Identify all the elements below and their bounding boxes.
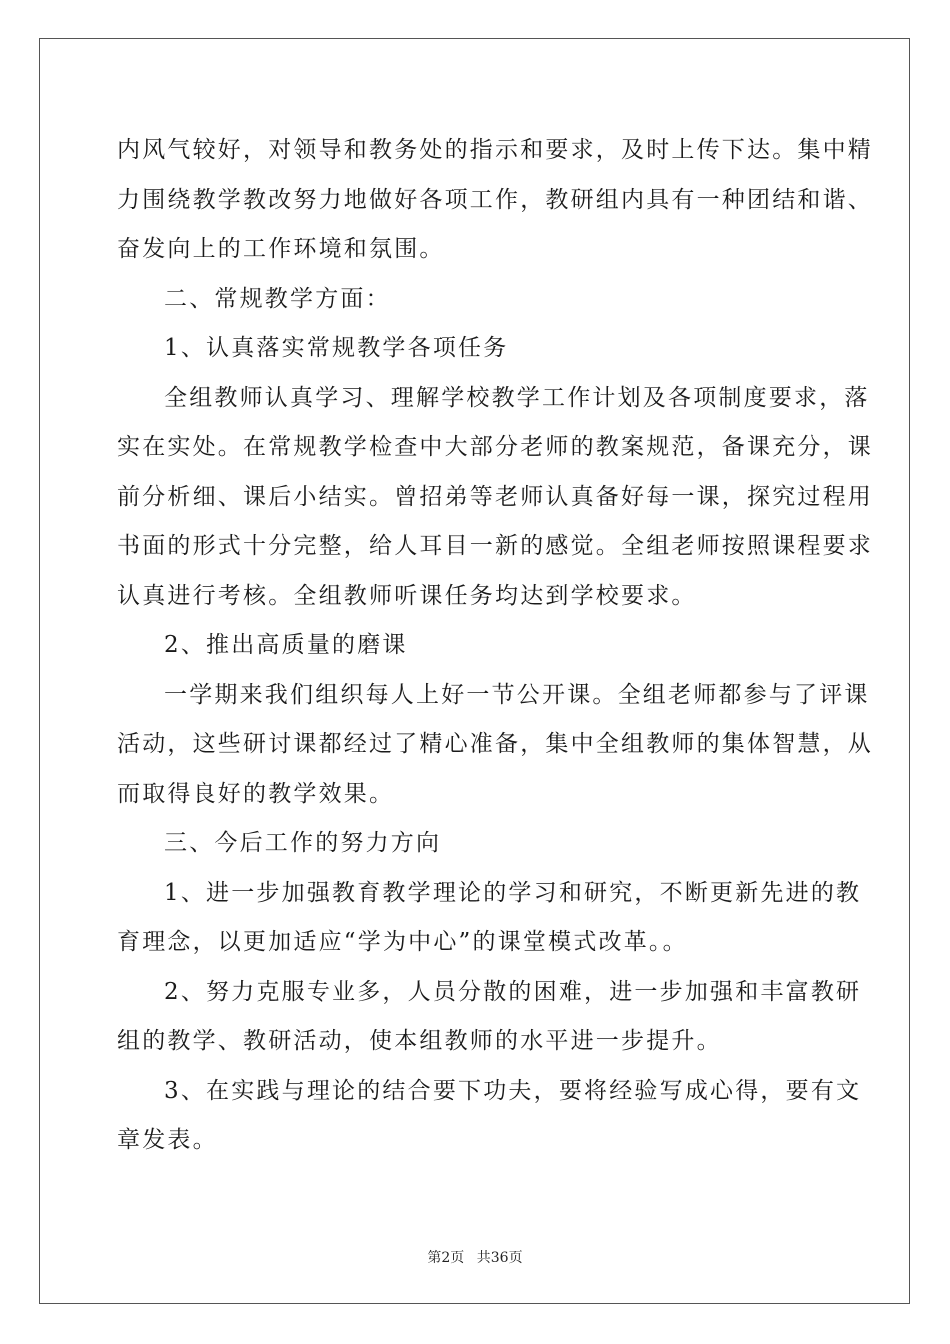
text-line: 育理念，以更加适应“学为中心”的课堂模式改革。。 xyxy=(117,929,688,955)
text-line: 二、常规教学方面： xyxy=(164,285,391,312)
page-total: 共36页 xyxy=(476,1250,523,1266)
text-line: 活动，这些研讨课都经过了精心准备，集中全组教师的集体智慧，从 xyxy=(117,731,873,757)
text-line: 三、今后工作的努力方向 xyxy=(164,830,442,856)
text-line: 1、认真落实常规教学各项任务 xyxy=(164,335,509,361)
text-line: 全组教师认真学习、理解学校教学工作计划及各项制度要求，落 xyxy=(164,384,870,411)
text-line: 3、在实践与理论的结合要下功夫，要将经验写成心得，要有文 xyxy=(164,1077,862,1104)
page-footer xyxy=(0,1247,950,1267)
text-line: 2、推出高质量的磨课 xyxy=(164,632,408,658)
text-line: 力围绕教学教改努力地做好各项工作，教研组内具有一种团结和谐、 xyxy=(117,186,873,213)
text-line: 奋发向上的工作环境和氛围。 xyxy=(117,236,445,262)
text-line: 2、努力克服专业多，人员分散的困难，进一步加强和丰富教研 xyxy=(164,978,862,1005)
text-line: 认真进行考核。全组教师听课任务均达到学校要求。 xyxy=(117,582,697,609)
text-line: 实在实处。在常规教学检查中大部分老师的教案规范，备课充分，课 xyxy=(117,434,873,460)
text-line: 前分析细、课后小结实。曾招弟等老师认真备好每一课，探究过程用 xyxy=(117,483,873,510)
text-line: 书面的形式十分完整，给人耳目一新的感觉。全组老师按照课程要求 xyxy=(117,533,873,559)
text-line: 内风气较好，对领导和教务处的指示和要求，及时上传下达。集中精 xyxy=(117,137,873,163)
text-line: 章发表。 xyxy=(117,1127,218,1153)
text-line: 1、进一步加强教育教学理论的学习和研究，不断更新先进的教 xyxy=(164,879,862,906)
text-line: 组的教学、教研活动，使本组教师的水平进一步提升。 xyxy=(117,1028,722,1054)
page-number: 第2页 xyxy=(427,1250,465,1266)
text-line: 一学期来我们组织每人上好一节公开课。全组老师都参与了评课 xyxy=(164,681,870,708)
document-body xyxy=(117,126,873,1166)
text-line: 而取得良好的教学效果。 xyxy=(117,780,395,807)
